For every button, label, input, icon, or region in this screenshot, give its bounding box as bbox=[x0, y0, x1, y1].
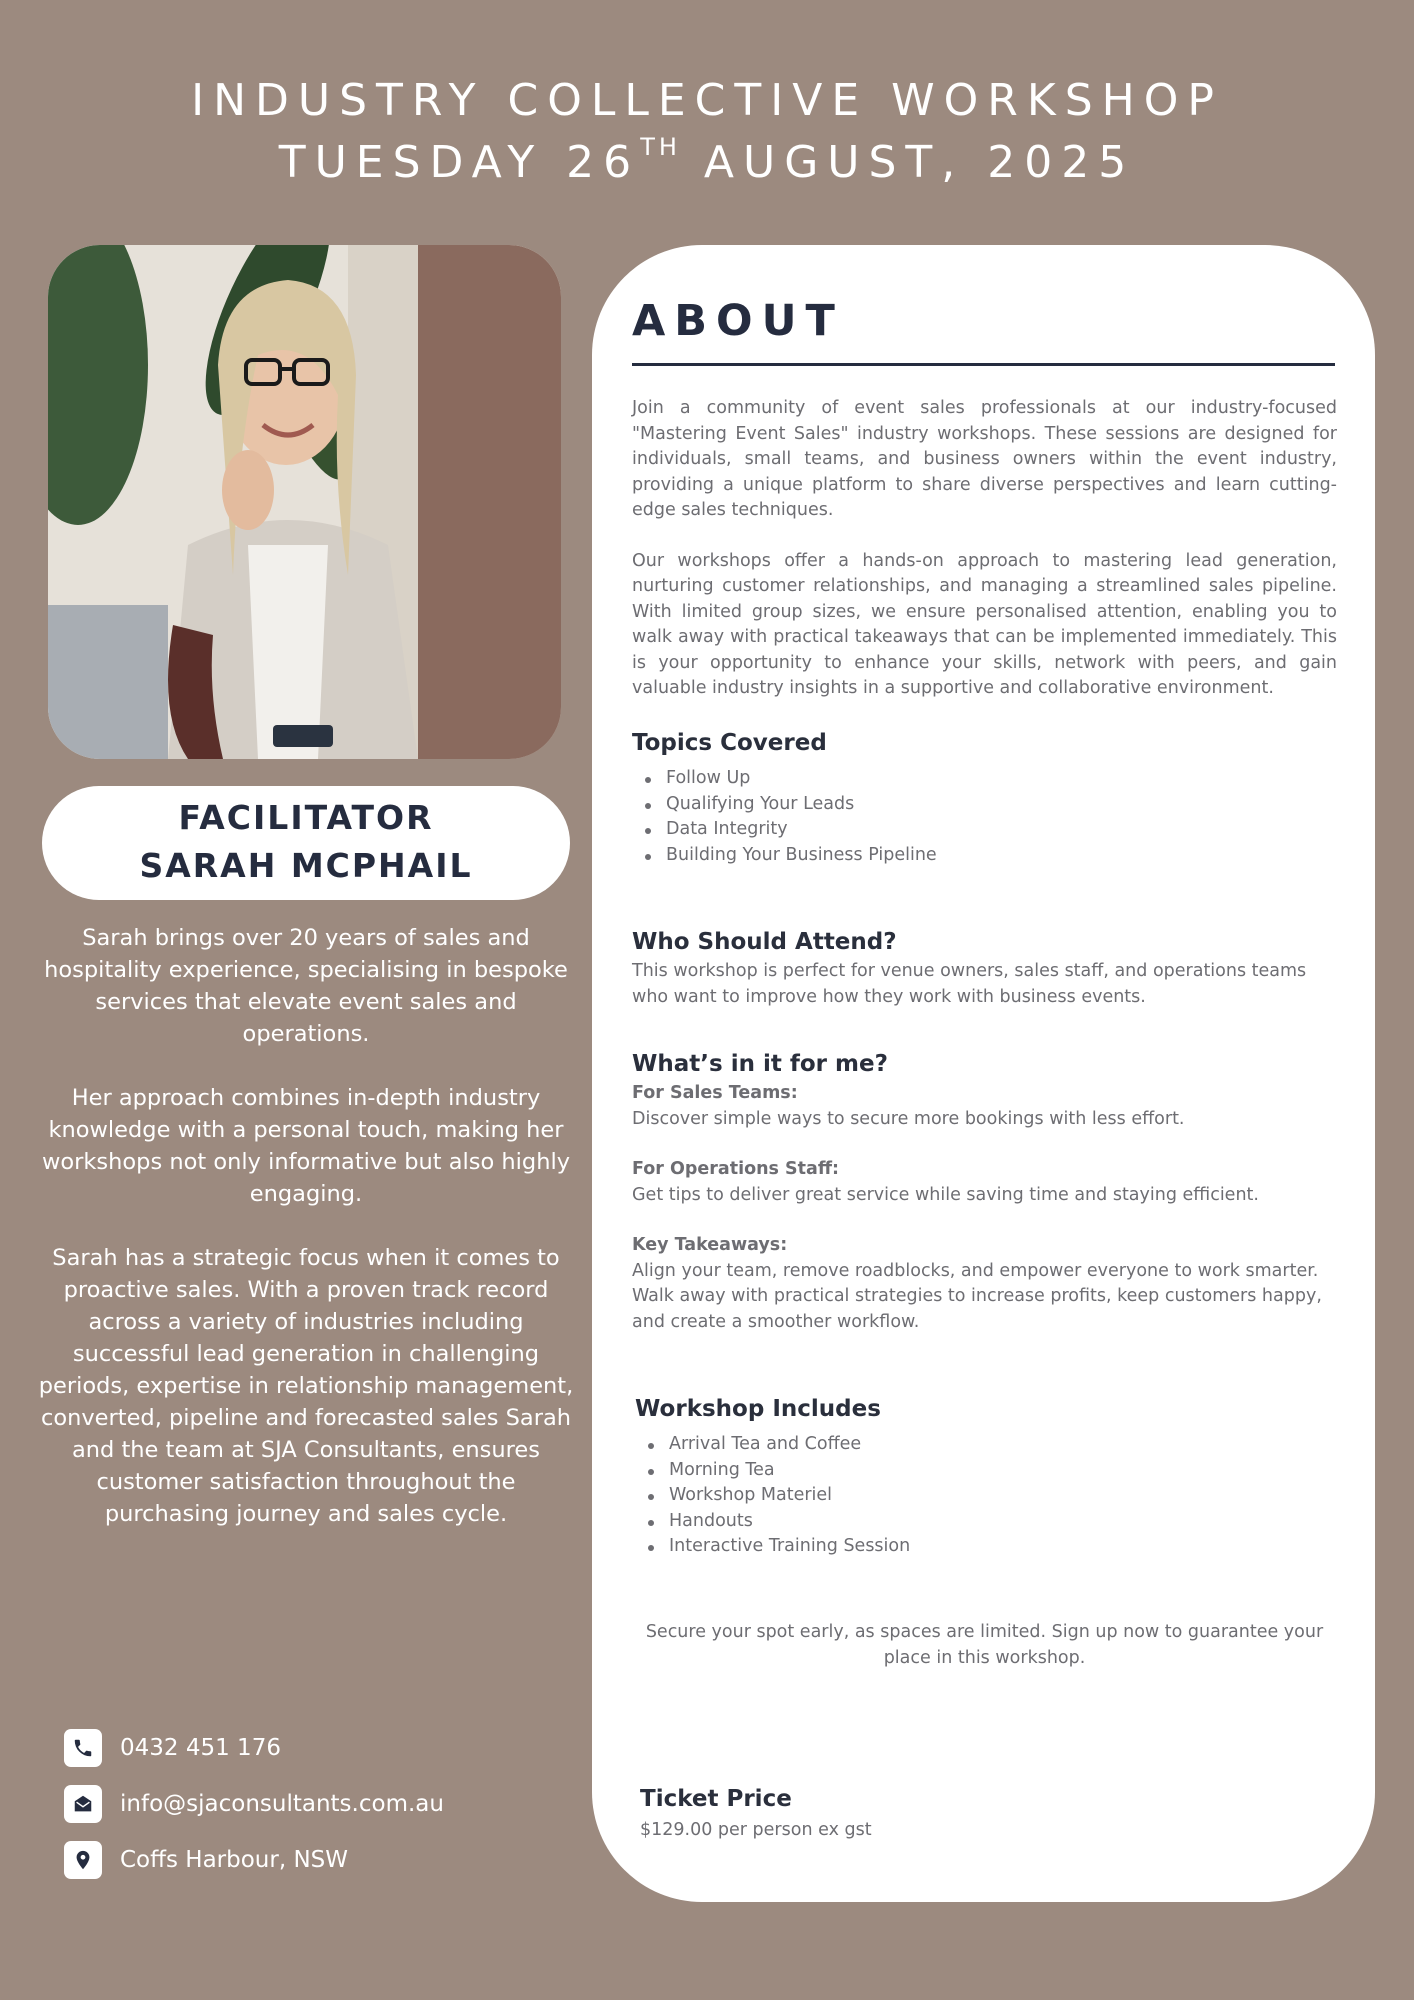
signup-call-to-action: Secure your spot early, as spaces are limited. Sign up now to guarantee your place in this workshop. bbox=[645, 1622, 1324, 1668]
benefit-label: Key Takeaways: bbox=[632, 1235, 788, 1255]
list-item: Follow Up bbox=[632, 766, 1337, 792]
benefit-text: Align your team, remove roadblocks, and empower everyone to work smarter. Walk away with practical strategies to increase profits, keep customers happy, and create a smoother workflow. bbox=[632, 1260, 1322, 1332]
facilitator-bio bbox=[34, 922, 578, 1562]
list-item: Morning Tea bbox=[635, 1458, 1340, 1484]
contact-email[interactable] bbox=[64, 1784, 564, 1824]
event-date-suffix: TH bbox=[640, 133, 681, 161]
benefit-text: Discover simple ways to secure more bookings with less effort. bbox=[632, 1108, 1185, 1129]
list-item: Building Your Business Pipeline bbox=[632, 843, 1337, 869]
about-paragraph: Our workshops offer a hands-on approach to mastering lead generation, nurturing customer relationships, and managing a streamlined sales pipeline. With limited group sizes, we ensure personalised attention, enabling you to walk away with practical takeaways that can be implemented immediately. This is your opportunity to enhance your skills, network with peers, and gain valuable industry insights in a supportive and collaborative environment. bbox=[632, 550, 1337, 698]
benefit-label: For Operations Staff: bbox=[632, 1159, 840, 1179]
about-title: ABOUT bbox=[632, 296, 844, 346]
bio-paragraph: Sarah brings over 20 years of sales and hospitality experience, specialising in bespoke services that elevate event sales and operations. bbox=[44, 925, 568, 1047]
facilitator-photo bbox=[48, 245, 561, 759]
attend-section bbox=[632, 929, 1337, 1010]
benefit-item bbox=[632, 1233, 1337, 1335]
benefits-heading: What’s in it for me? bbox=[632, 1051, 888, 1077]
event-date-month-year: AUGUST, 2025 bbox=[680, 137, 1136, 188]
about-divider bbox=[632, 363, 1335, 366]
about-paragraph: Join a community of event sales professionals at our industry-focused "Mastering Event Sales" industry workshops. These sessions are designed for individuals, small teams, and business owners within the event industry, providing a unique platform to share diverse perspectives and learn cutting-edge sales techniques. bbox=[632, 398, 1337, 520]
phone-icon bbox=[64, 1729, 102, 1767]
benefit-item bbox=[632, 1157, 1337, 1208]
benefit-item bbox=[632, 1081, 1337, 1132]
includes-heading: Workshop Includes bbox=[635, 1396, 881, 1422]
contact-phone[interactable] bbox=[64, 1728, 564, 1768]
includes-section bbox=[635, 1396, 1340, 1560]
event-date bbox=[0, 132, 1414, 194]
benefit-label: For Sales Teams: bbox=[632, 1083, 798, 1103]
contact-location[interactable] bbox=[64, 1840, 564, 1880]
event-title: INDUSTRY COLLECTIVE WORKSHOP bbox=[191, 75, 1223, 126]
facilitator-badge bbox=[42, 786, 570, 900]
list-item: Handouts bbox=[635, 1509, 1340, 1535]
attend-text: This workshop is perfect for venue owners, sales staff, and operations teams who want to improve how they work with business events. bbox=[632, 961, 1307, 1007]
attend-heading: Who Should Attend? bbox=[632, 929, 897, 955]
ticket-heading: Ticket Price bbox=[640, 1786, 792, 1812]
facilitator-role: FACILITATOR bbox=[178, 798, 434, 837]
list-item: Arrival Tea and Coffee bbox=[635, 1432, 1340, 1458]
bio-paragraph: Her approach combines in-depth industry knowledge with a personal touch, making her workshops not only informative but also highly engaging. bbox=[41, 1085, 571, 1207]
list-item: Qualifying Your Leads bbox=[632, 792, 1337, 818]
email-address: info@sjaconsultants.com.au bbox=[120, 1791, 444, 1817]
page-header bbox=[0, 70, 1414, 194]
includes-list bbox=[635, 1432, 1340, 1560]
phone-number: 0432 451 176 bbox=[120, 1735, 281, 1761]
benefit-text: Get tips to deliver great service while saving time and staying efficient. bbox=[632, 1184, 1259, 1205]
list-item: Data Integrity bbox=[632, 817, 1337, 843]
topics-heading: Topics Covered bbox=[632, 730, 827, 756]
ticket-section bbox=[640, 1786, 1345, 1844]
list-item: Interactive Training Session bbox=[635, 1534, 1340, 1560]
ticket-price: $129.00 per person ex gst bbox=[640, 1820, 872, 1840]
topics-list bbox=[632, 766, 1337, 868]
event-date-day: TUESDAY 26 bbox=[278, 137, 641, 188]
map-pin-icon bbox=[64, 1841, 102, 1879]
contact-list bbox=[64, 1728, 564, 1896]
list-item: Workshop Materiel bbox=[635, 1483, 1340, 1509]
facilitator-name: SARAH MCPHAIL bbox=[139, 846, 473, 885]
benefits-section bbox=[632, 1051, 1337, 1360]
topics-section bbox=[632, 730, 1337, 868]
envelope-icon bbox=[64, 1785, 102, 1823]
bio-paragraph: Sarah has a strategic focus when it comes to proactive sales. With a proven track record across a variety of industries including successful lead generation in challenging periods, expertise in relationship management, converted, pipeline and forecasted sales Sarah and the team at SJA Consultants, ensures customer satisfaction throughout the purchasing journey and sales cycle. bbox=[38, 1245, 574, 1527]
location-text: Coffs Harbour, NSW bbox=[120, 1847, 348, 1873]
about-intro bbox=[632, 396, 1337, 727]
